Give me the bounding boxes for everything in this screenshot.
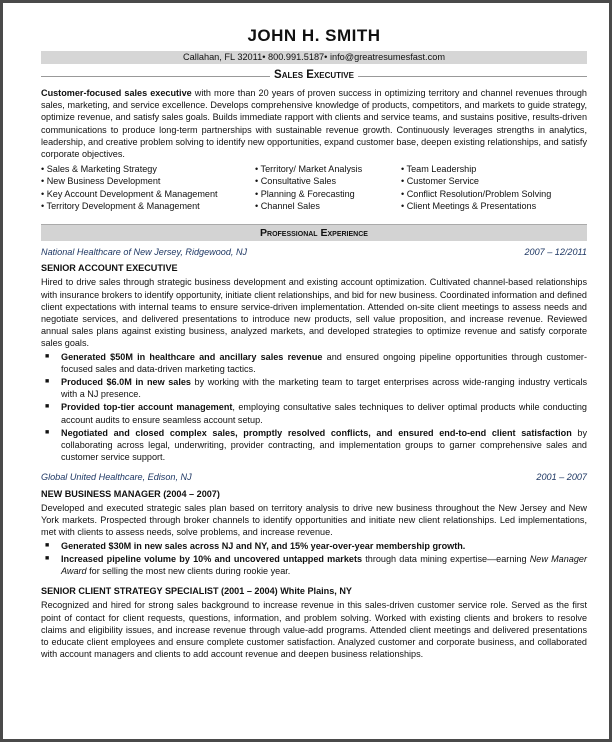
skill-item: • Conflict Resolution/Problem Solving — [401, 188, 587, 200]
company-name: National Healthcare of New Jersey, Ridgewood, NJ — [41, 247, 248, 258]
award-name: New Manager Award — [61, 553, 588, 576]
achievement-text: by collaborating across legal, underwriting, provider contracting, and implementation groups to garner comprehensive sales and customer service support. — [61, 427, 587, 463]
achievement-bold: Provided top-tier account management — [61, 402, 233, 413]
achievement-bold: Negotiated and closed complex sales, promptly resolved conflicts, and ensured end-to-end client satisfaction — [61, 427, 572, 438]
skill-item: • Client Meetings & Presentations — [401, 200, 587, 212]
achievement-item — [41, 401, 587, 425]
skill-item: • Consultative Sales — [255, 175, 401, 187]
skills-column-2 — [255, 163, 401, 212]
job-title: NEW BUSINESS MANAGER (2004 – 2007) — [41, 488, 220, 499]
skill-item: • Customer Service — [401, 175, 587, 187]
headline-text: Sales Executive — [270, 69, 358, 81]
achievement-bold: Generated $30M in new sales across NJ and NY, and 15% year-over-year membership growth. — [61, 540, 466, 551]
achievements-list — [41, 351, 587, 464]
achievement-item — [41, 376, 587, 400]
job-description: Developed and executed strategic sales plan based on territory analysis to drive new business throughout the New Jersey and New York markets. Prospected through broker channels to identify opportunities and initiate new client relationships. Led implementations, met with clients to assess needs, solve problems, and increase revenue. — [41, 502, 587, 538]
skill-item: • Channel Sales — [255, 200, 401, 212]
job-description: Hired to drive sales through strategic business development and existing account optimization. Cultivated channel-based relationships with insurance brokers to identify opportunity, initiate client relationships, and bid for new business. Coordinated information and defined client expectations with internal teams to ensure service-driven implementation. Attended on-site client meetings to assess needs and negotiate services, and delivered presentations to introduce new products, sell value proposition, and increase revenue. Reviewed annual sales plans against existing business, analyzed markets, and developed strategies to optimize revenue and satisfy corporate sales goals. — [41, 277, 587, 349]
summary-rest: with more than 20 years of proven success in optimizing territory and channel revenues through sales, marketing, and service excellence. Develops comprehensive knowledge of products, competitors, and markets to guide strategy, optimize revenue, and satisfy sales goals. Builds immediate rapport with clients and service teams, and sustains positive, results-driven communications to produce long-term partnerships with sustainable revenue growth. Continuously leverages strengths in analytics, leadership, and creative problem solving to identify new opportunities, expand customer base, deepen existing relationships, and satisfy corporate objectives. — [41, 88, 587, 160]
achievements-list — [41, 540, 587, 578]
skill-item: • Planning & Forecasting — [255, 188, 401, 200]
achievement-item — [41, 351, 587, 375]
achievement-bold: Generated $50M in healthcare and ancillary sales revenue — [61, 351, 323, 362]
candidate-name: JOHN H. SMITH — [247, 26, 381, 45]
job-dates: 2001 – 2007 — [536, 472, 587, 483]
job-header — [41, 246, 587, 258]
achievement-text: , employing consultative sales techniques to deliver optimal products while conducting account audits to ensure seamless account setup. — [61, 402, 587, 425]
achievement-item — [41, 427, 587, 464]
achievement-bold: Produced $6.0M in new sales — [61, 377, 191, 388]
skill-item: • Territory Development & Management — [41, 200, 255, 212]
skill-item: • Team Leadership — [401, 163, 587, 175]
skills-column-3 — [401, 163, 587, 212]
job-description: Recognized and hired for strong sales background to increase revenue in this sales-driven customer service role. Served as the first point of contact for client requests, questions, information, and problem solving. Worked with existing clients and brokers to resolve claims and eligibility issues, and increase revenue through value-add programs. Attended client meetings and delivered presentations to educate client employees and ensure complete customer satisfaction. Analyzed customer and corporate business, and collaborated with account managers and clients to add account revenue and deepen business relationships. — [41, 600, 587, 660]
job-dates: 2007 – 12/2011 — [524, 247, 587, 258]
achievement-text: by working with the marketing team to target enterprises across wide-ranging industry verticals with a NJ presence. — [61, 377, 588, 400]
achievement-bold: Increased pipeline volume by 10% and uncovered untapped markets — [61, 553, 363, 564]
resume-page — [41, 3, 587, 660]
skill-item: • New Business Development — [41, 175, 255, 187]
achievement-item — [41, 540, 587, 552]
contact-line: Callahan, FL 32011• 800.991.5187• info@greatresumesfast.com — [41, 51, 587, 64]
section-heading-experience: Professional Experience — [41, 224, 587, 241]
summary-lead: Customer-focused sales executive — [41, 88, 192, 98]
achievement-text: and ensured ongoing pipeline opportunities through customer-focused sales and data-driven marketing tactics. — [61, 351, 587, 374]
achievement-item — [41, 553, 587, 577]
skills-list — [41, 163, 587, 212]
company-name: Global United Healthcare, Edison, NJ — [41, 472, 192, 483]
job-header — [41, 471, 587, 483]
skill-item: • Sales & Marketing Strategy — [41, 163, 255, 175]
job-title: SENIOR CLIENT STRATEGY SPECIALIST (2001 – 2004) White Plains, NY — [41, 586, 352, 597]
job-title: SENIOR ACCOUNT EXECUTIVE — [41, 263, 178, 274]
skill-item: • Territory/ Market Analysis — [255, 163, 401, 175]
skill-item: • Key Account Development & Management — [41, 188, 255, 200]
summary — [41, 87, 587, 160]
headline — [41, 69, 587, 85]
achievement-text: for selling the most new clients during rookie year. — [86, 565, 291, 576]
achievement-text: through data mining expertise—earning — [362, 553, 530, 564]
skills-column-1 — [41, 163, 255, 212]
